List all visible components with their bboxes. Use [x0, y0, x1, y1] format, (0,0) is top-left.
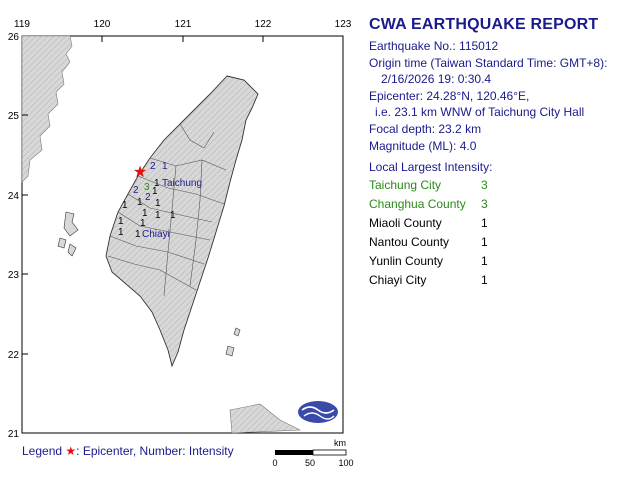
- legend-text: : Epicenter, Number: Intensity: [76, 444, 234, 458]
- intensity-mark: 1: [142, 208, 148, 219]
- scale-unit: km: [334, 438, 346, 448]
- intensity-row: [369, 214, 637, 233]
- origin-time-label: Origin time (Taiwan Standard Time: GMT+8):: [369, 55, 608, 70]
- scale-label: 100: [338, 458, 354, 468]
- intensity-mark: 1: [137, 197, 143, 208]
- intensity-row: [369, 252, 637, 271]
- intensity-mark: 2: [145, 192, 151, 203]
- lon-tick-label: 119: [14, 19, 30, 30]
- county-name: Taichung City: [369, 177, 442, 192]
- lon-tick-label: 123: [334, 19, 352, 30]
- city-label-taichung: Taichung: [162, 178, 203, 189]
- intensity-mark: 1: [118, 227, 124, 238]
- lat-tick-label: 25: [7, 111, 19, 122]
- lat-tick-label: 22: [7, 350, 19, 361]
- lon-tick-label: 121: [174, 19, 192, 30]
- intensity-level: 1: [481, 215, 488, 230]
- intensity-heading: Local Largest Intensity:: [369, 160, 493, 175]
- intensity-mark: 1: [122, 200, 128, 211]
- intensity-list: [369, 176, 637, 290]
- lon-tick-label: 122: [254, 19, 272, 30]
- earthquake-report-panel: [369, 16, 637, 290]
- scale-label: 0: [272, 458, 278, 468]
- scale-segment-dark: [275, 450, 313, 455]
- intensity-level: 3: [481, 196, 488, 211]
- legend-prefix: Legend: [22, 444, 63, 458]
- intensity-row: [369, 233, 637, 252]
- intensity-level: 1: [481, 234, 488, 249]
- city-label-chiayi: Chiayi: [142, 229, 170, 240]
- intensity-level: 3: [481, 177, 488, 192]
- scale-bar: [270, 438, 352, 472]
- epicenter-relative-location: i.e. 23.1 km WNW of Taichung City Hall: [375, 105, 585, 120]
- lat-tick-label: 23: [7, 270, 19, 281]
- map-legend: [22, 444, 234, 458]
- county-name: Changhua County: [369, 196, 466, 211]
- county-name: Nantou County: [369, 234, 450, 249]
- county-name: Yunlin County: [369, 253, 444, 268]
- intensity-mark: 1: [155, 210, 161, 221]
- focal-depth: Focal depth: 23.2 km: [369, 121, 482, 136]
- lat-tick-label: 26: [7, 32, 19, 43]
- epicenter-star-icon: ★: [132, 164, 148, 181]
- lat-tick-label: 24: [7, 191, 19, 202]
- intensity-level: 1: [481, 253, 488, 268]
- report-title: CWA EARTHQUAKE REPORT: [369, 16, 599, 33]
- intensity-mark: 1: [162, 161, 168, 172]
- intensity-row: [369, 271, 637, 290]
- intensity-mark: 3: [144, 182, 150, 193]
- cwa-logo-icon: [298, 401, 338, 423]
- intensity-mark: 2: [133, 185, 139, 196]
- intensity-mark: 1: [155, 198, 161, 209]
- magnitude: Magnitude (ML): 4.0: [369, 138, 477, 153]
- intensity-mark: 1: [152, 186, 158, 197]
- origin-time-value: 2/16/2026 19: 0:30.4: [381, 72, 492, 87]
- county-name: Miaoli County: [369, 215, 442, 230]
- epicenter-coordinates: Epicenter: 24.28°N, 120.46°E,: [369, 88, 530, 103]
- lon-tick-label: 120: [93, 19, 111, 30]
- intensity-mark: 2: [150, 161, 156, 172]
- earthquake-number: Earthquake No.: 115012: [369, 39, 499, 53]
- county-name: Chiayi City: [369, 272, 427, 287]
- legend-star-icon: ★: [65, 444, 77, 458]
- scale-label: 50: [304, 458, 316, 468]
- intensity-row: [369, 195, 637, 214]
- intensity-mark: 1: [118, 216, 124, 227]
- intensity-mark: 1: [135, 229, 141, 240]
- intensity-mark: 1: [154, 178, 160, 189]
- intensity-level: 1: [481, 272, 488, 287]
- intensity-row: [369, 176, 637, 195]
- scale-segment-light: [313, 450, 346, 455]
- intensity-mark: 1: [140, 218, 146, 229]
- intensity-mark: 1: [170, 210, 176, 221]
- lat-tick-label: 21: [7, 429, 19, 440]
